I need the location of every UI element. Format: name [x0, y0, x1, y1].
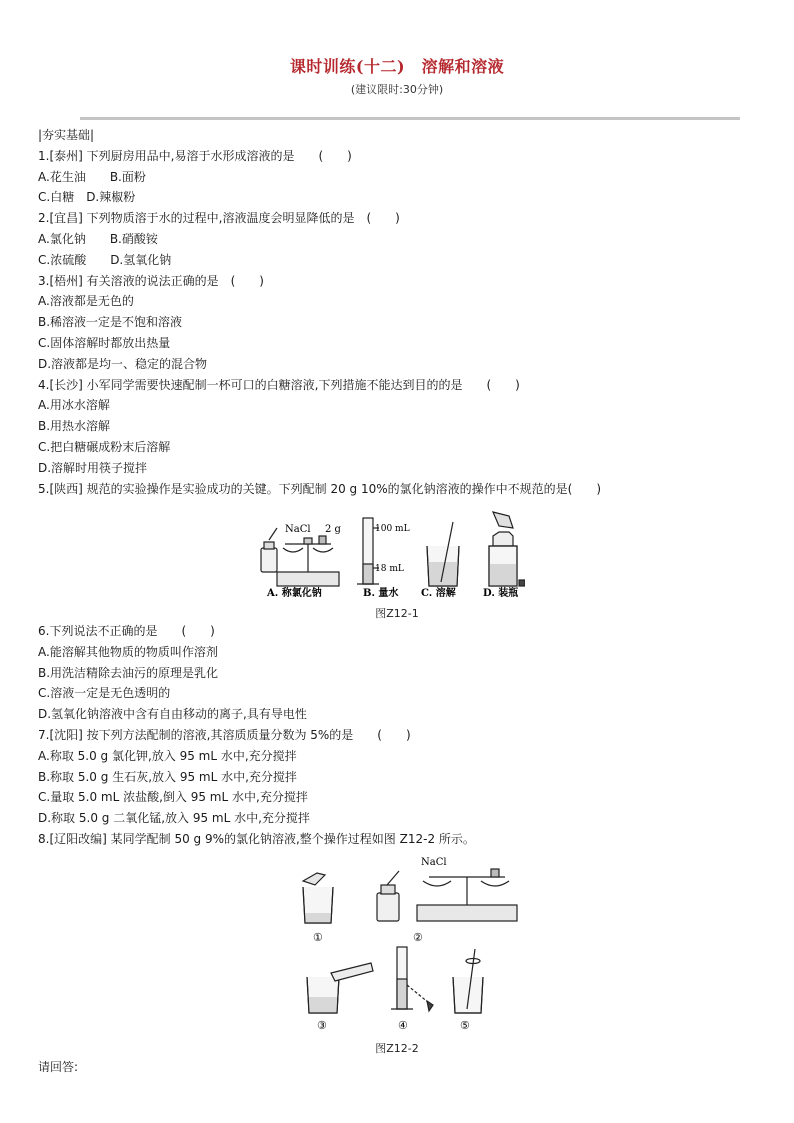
- step2-illustration: [377, 869, 517, 921]
- step-label-4: ④: [398, 1019, 408, 1032]
- question-line: B.用热水溶解: [38, 419, 111, 434]
- step5-illustration: [453, 949, 483, 1013]
- question-line: C.浓硫酸 D.氢氧化钠: [38, 252, 172, 267]
- fig2-balance-label: NaCl: [421, 857, 447, 868]
- balance-illustration: [261, 528, 339, 586]
- cylinder-top-label: 100 mL: [375, 524, 410, 534]
- balance-right-label: 2 g: [325, 524, 341, 535]
- question-line: 6.下列说法不正确的是 ( ): [38, 624, 215, 638]
- figure-z12-2: [295, 855, 525, 1035]
- question-line: A.用冰水溶解: [38, 398, 110, 413]
- bottle-illustration: [489, 512, 525, 586]
- question-line: D.溶液都是均一、稳定的混合物: [38, 356, 208, 371]
- question-line: 8.[辽阳改编] 某同学配制 50 g 9%的氯化钠溶液,整个操作过程如图 Z12-2 所示。: [38, 831, 475, 846]
- step1-illustration: [303, 873, 333, 923]
- question-line: B.稀溶液一定是不饱和溶液: [38, 315, 183, 330]
- fig1-label-a: A. 称氯化钠: [267, 588, 322, 598]
- question-line: D.氢氧化钠溶液中含有自由移动的离子,具有导电性: [38, 707, 307, 722]
- question-line: B.称取 5.0 g 生石灰,放入 95 mL 水中,充分搅拌: [38, 769, 297, 784]
- question-line: D.溶解时用筷子搅拌: [38, 460, 148, 475]
- header-divider: [80, 117, 740, 120]
- question-line: D.称取 5.0 g 二氧化锰,放入 95 mL 水中,充分搅拌: [38, 811, 310, 826]
- question-line: C.固体溶解时都放出热量: [38, 335, 171, 350]
- step3-illustration: [307, 963, 373, 1013]
- fig1-label-d: D. 装瓶: [483, 588, 519, 598]
- question-line: C.溶液一定是无色透明的: [38, 686, 171, 701]
- beaker-illustration: [427, 522, 459, 586]
- figure2-caption: 图Z12-2: [375, 1042, 419, 1055]
- questions-part1: [38, 125, 758, 499]
- question-line: C.把白糖碾成粉末后溶解: [38, 439, 171, 454]
- balance-left-label: NaCl: [285, 524, 311, 535]
- figure-z12-1: [255, 506, 525, 598]
- question-line: 3.[梧州] 有关溶液的说法正确的是 ( ): [38, 273, 264, 288]
- question-line: 2.[宜昌] 下列物质溶于水的过程中,溶液温度会明显降低的是 ( ): [38, 211, 400, 226]
- question-line: A.称取 5.0 g 氯化钾,放入 95 mL 水中,充分搅拌: [38, 748, 297, 763]
- question-line: A.花生油 B.面粉: [38, 169, 146, 184]
- page-title: 课时训练(十二) 溶解和溶液: [289, 57, 505, 76]
- question-line: A.溶液都是无色的: [38, 294, 134, 309]
- cylinder-bottom-label: 18 mL: [375, 564, 404, 574]
- step-label-2: ②: [413, 931, 423, 944]
- questions-part2: [38, 621, 758, 850]
- section-label: |夯实基础|: [38, 128, 95, 142]
- question-line: 7.[沈阳] 按下列方法配制的溶液,其溶质质量分数为 5%的是 ( ): [38, 727, 411, 742]
- question-line: A.氯化钠 B.硝酸铵: [38, 231, 158, 246]
- answer-prompt: 请回答:: [38, 1060, 79, 1074]
- step-label-5: ⑤: [460, 1019, 470, 1032]
- fig1-label-b: B. 量水: [363, 588, 399, 598]
- step-label-3: ③: [317, 1019, 327, 1032]
- question-line: 5.[陕西] 规范的实验操作是实验成功的关键。下列配制 20 g 10%的氯化钠溶液的操作中不规范的是( ): [38, 481, 601, 496]
- figure1-caption: 图Z12-1: [375, 607, 419, 620]
- question-line: A.能溶解其他物质的物质叫作溶剂: [38, 644, 218, 659]
- fig1-label-c: C. 溶解: [421, 588, 456, 598]
- question-line: B.用洗洁精除去油污的原理是乳化: [38, 665, 219, 680]
- step4-illustration: [391, 947, 433, 1011]
- question-line: C.量取 5.0 mL 浓盐酸,倒入 95 mL 水中,充分搅拌: [38, 790, 308, 805]
- question-line: C.白糖 D.辣椒粉: [38, 190, 136, 205]
- question-line: 4.[长沙] 小军同学需要快速配制一杯可口的白糖溶液,下列措施不能达到目的的是 ( ): [38, 377, 520, 392]
- question-line: 1.[泰州] 下列厨房用品中,易溶于水形成溶液的是 ( ): [38, 148, 352, 163]
- step-label-1: ①: [313, 931, 323, 944]
- time-limit: (建议限时:30分钟): [350, 83, 444, 96]
